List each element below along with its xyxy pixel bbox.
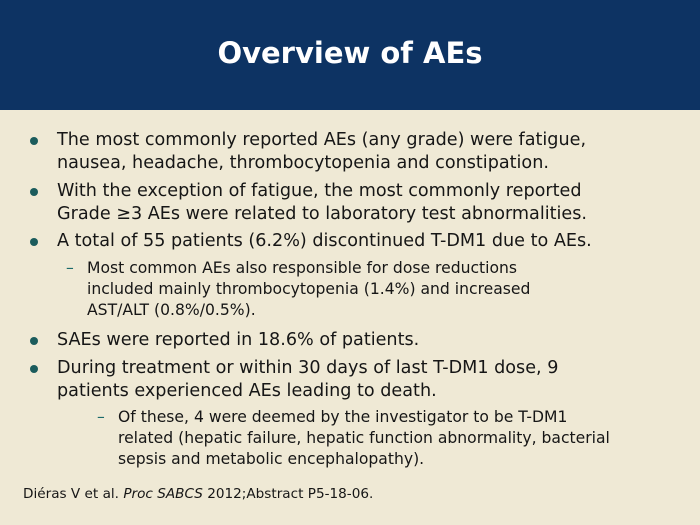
citation (23, 486, 373, 502)
bullet-item (57, 129, 687, 175)
sub-bullet-text: sepsis and metabolic encephalopathy). (118, 450, 425, 468)
citation-authors: Diéras V et al. (23, 486, 119, 502)
citation-journal: Proc SABCS (123, 486, 203, 502)
bullet-item (57, 329, 687, 352)
slide-title: Overview of AEs (217, 36, 483, 70)
bullet-item (57, 230, 687, 253)
bullet-text: nausea, headache, thrombocytopenia and constipation. (57, 153, 549, 173)
bullet-text: With the exception of fatigue, the most commonly reported (57, 181, 582, 201)
dash-icon: – (97, 408, 105, 426)
bullet-text: SAEs were reported in 18.6% of patients. (57, 330, 420, 350)
sub-bullet-item (66, 258, 687, 321)
sub-bullet-text: AST/ALT (0.8%/0.5%). (87, 301, 256, 319)
sub-bullet-item (97, 407, 694, 470)
sub-bullet-text: Of these, 4 were deemed by the investigator to be T-DM1 (118, 408, 568, 426)
bullet-dot-icon (30, 137, 38, 145)
bullet-item (57, 357, 687, 403)
bullet-dot-icon (30, 337, 38, 345)
bullet-dot-icon (30, 238, 38, 246)
bullet-text: During treatment or within 30 days of last T-DM1 dose, 9 (57, 358, 559, 378)
sub-bullet-text: Most common AEs also responsible for dose reductions (87, 259, 518, 277)
dash-icon: – (66, 259, 74, 277)
bullet-dot-icon (30, 188, 38, 196)
bullet-item (57, 180, 687, 226)
bullet-text: patients experienced AEs leading to death. (57, 381, 437, 401)
bullet-text: The most commonly reported AEs (any grade) were fatigue, (57, 130, 587, 150)
sub-bullet-text: related (hepatic failure, hepatic function abnormality, bacterial (118, 429, 610, 447)
bullet-dot-icon (30, 365, 38, 373)
bullet-text: Grade ≥3 AEs were related to laboratory test abnormalities. (57, 204, 587, 224)
sub-bullet-text: included mainly thrombocytopenia (1.4%) and increased (87, 280, 531, 298)
citation-details: 2012;Abstract P5-18-06. (207, 486, 374, 502)
bullet-text: A total of 55 patients (6.2%) discontinued T-DM1 due to AEs. (57, 231, 592, 251)
